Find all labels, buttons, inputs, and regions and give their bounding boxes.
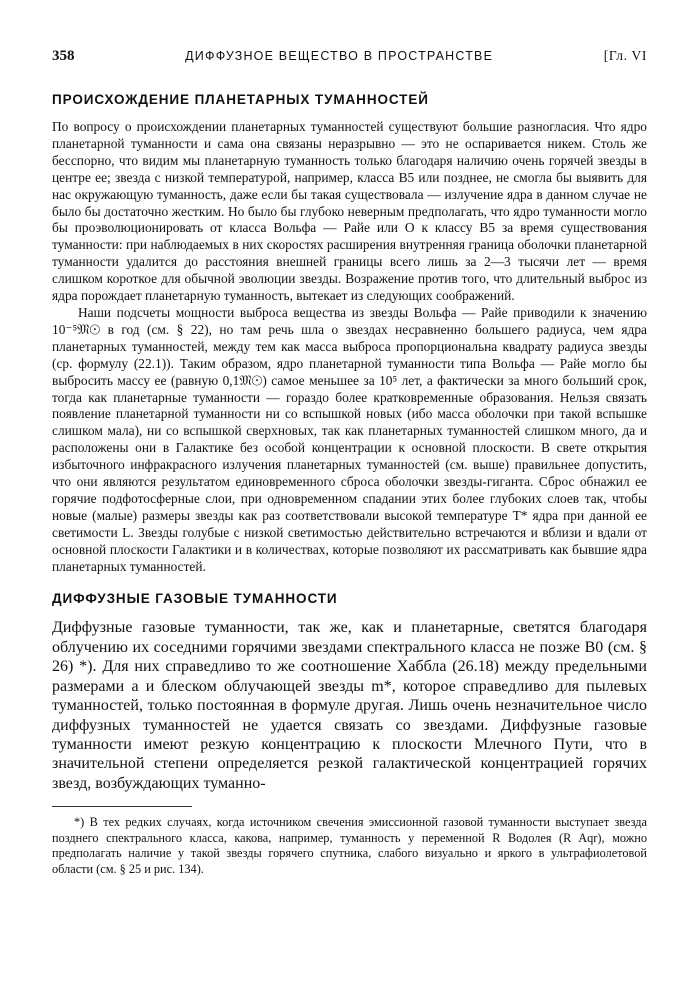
section-body-diffuse-gas — [52, 618, 647, 793]
footnote-text: *) В тех редких случаях, когда источником свечения эмиссионной газовой туманности выступает звезда позднего спектрального класса, какова, например, туманность у переменной R Водолея (R Aqr), можно предполагать наличие у такой звезды горячего спутника, слабого визуально и яркого в ультрафиолетовой области (см. § 25 и рис. 134). — [52, 815, 647, 876]
footnote-divider — [52, 806, 192, 807]
section-body-planetary-origin — [52, 119, 647, 575]
footnote — [52, 815, 647, 877]
page-number: 358 — [52, 48, 75, 64]
section-heading-planetary-origin: ПРОИСХОЖДЕНИЕ ПЛАНЕТАРНЫХ ТУМАННОСТЕЙ — [52, 92, 429, 107]
section-heading-diffuse-gas: ДИФФУЗНЫЕ ГАЗОВЫЕ ТУМАННОСТИ — [52, 591, 338, 607]
paragraph: Наши подсчеты мощности выброса вещества из звезды Вольфа — Райе приводили к значению 10⁻⁵𝔐☉ в год (см. § 22), но там речь шла о звездах несравненно большего радиуса, чем ядра планетарных туманностей, между тем как масса выброса пропорциональна квадрату радиуса звезды (ср. формулу (22.1)). Таким образом, ядро планетарной туманности типа Вольфа — Райе могло бы выбросить массу ее (равную 0,1𝔐☉) самое меньшее за 10⁵ лет, а фактически за много больший срок, тогда как планетарные туманности — гораздо более кратковременные образования. Нельзя связать появление планетарной туманности ни со вспышкой новых (ибо масса оболочки при такой вспышке слишком мала), ни со вспышкой сверхновых, так как планетарных туманностей слишком много, да и расположены они в Галактике без особой концентрации к основной плоскости. В свете открытия избыточного инфракрасного излучения планетарных туманностей (см. выше) правильнее допустить, что они являются результатом единовременного сброса оболочки звезды-гиганта. Сброс обнажил ее горячие подфотосферные слои, при одновременном спадании этих более глубоких слоев так, чтобы новые (малые) размеры звезды как раз соответствовали высокой температуре T* ядра при данной ее светимости L. Звезды голубые с низкой светимостью действительно встречаются и вблизи и вдали от основной плоскости Галактики и в количествах, которые позволяют их рассматривать как бывшие ядра планетарных туманностей. — [52, 304, 647, 574]
running-head — [52, 48, 647, 65]
running-title: ДИФФУЗНОЕ ВЕЩЕСТВО В ПРОСТРАНСТВЕ — [185, 49, 494, 63]
paragraph: По вопросу о происхождении планетарных туманностей существуют большие разногласия. Что ядро планетарной туманности и сама она связаны неразрывно — это не оспаривается никем. Столь же бесспорно, что видим мы планетарную туманность только благодаря наличию очень горячей звезды в центре ее; звезда с низкой температурой, например, класса В5 или позднее, не смогла бы выявить для нас окружающую туманность, даже если бы такая существовала — излучение ядра в данном случае не было бы достаточно жестким. Но было бы глубоко неверным предполагать, что ядро туманности могло бы проэволюционировать от класса Вольфа — Райе или О к классу В5 за время существования туманности: при наблюдаемых в них скоростях расширения внутренняя граница оболочки планетарной туманности удалится до расстояния внешней границы всего лишь за 2—3 тысячи лет — время слишком короткое для обычной эволюции звезды. Возражение против того, что длительный выброс из ядра порождает планетарную туманность, вытекает из следующих соображений. — [52, 119, 647, 304]
paragraph: Диффузные газовые туманности, так же, как и планетарные, светятся благодаря облучению их соседними горячими звездами спектрального класса не позже В0 (см. § 26) *). Для них справедливо то же соотношение Хаббла (26.18) между предельными размерами a и блеском облучающей звезды m*, которое справедливо для пылевых туманностей, только постоянная в формуле другая. Лишь очень незначительное число диффузных туманностей не удается связать со звездами. Диффузные газовые туманности имеют резкую концентрацию к плоскости Млечного Пути, что в значительной степени определяется резкой галактической концентрацией горячих звезд, возбуждающих туманно- — [52, 619, 647, 792]
chapter-marker: [Гл. VI — [603, 48, 647, 63]
